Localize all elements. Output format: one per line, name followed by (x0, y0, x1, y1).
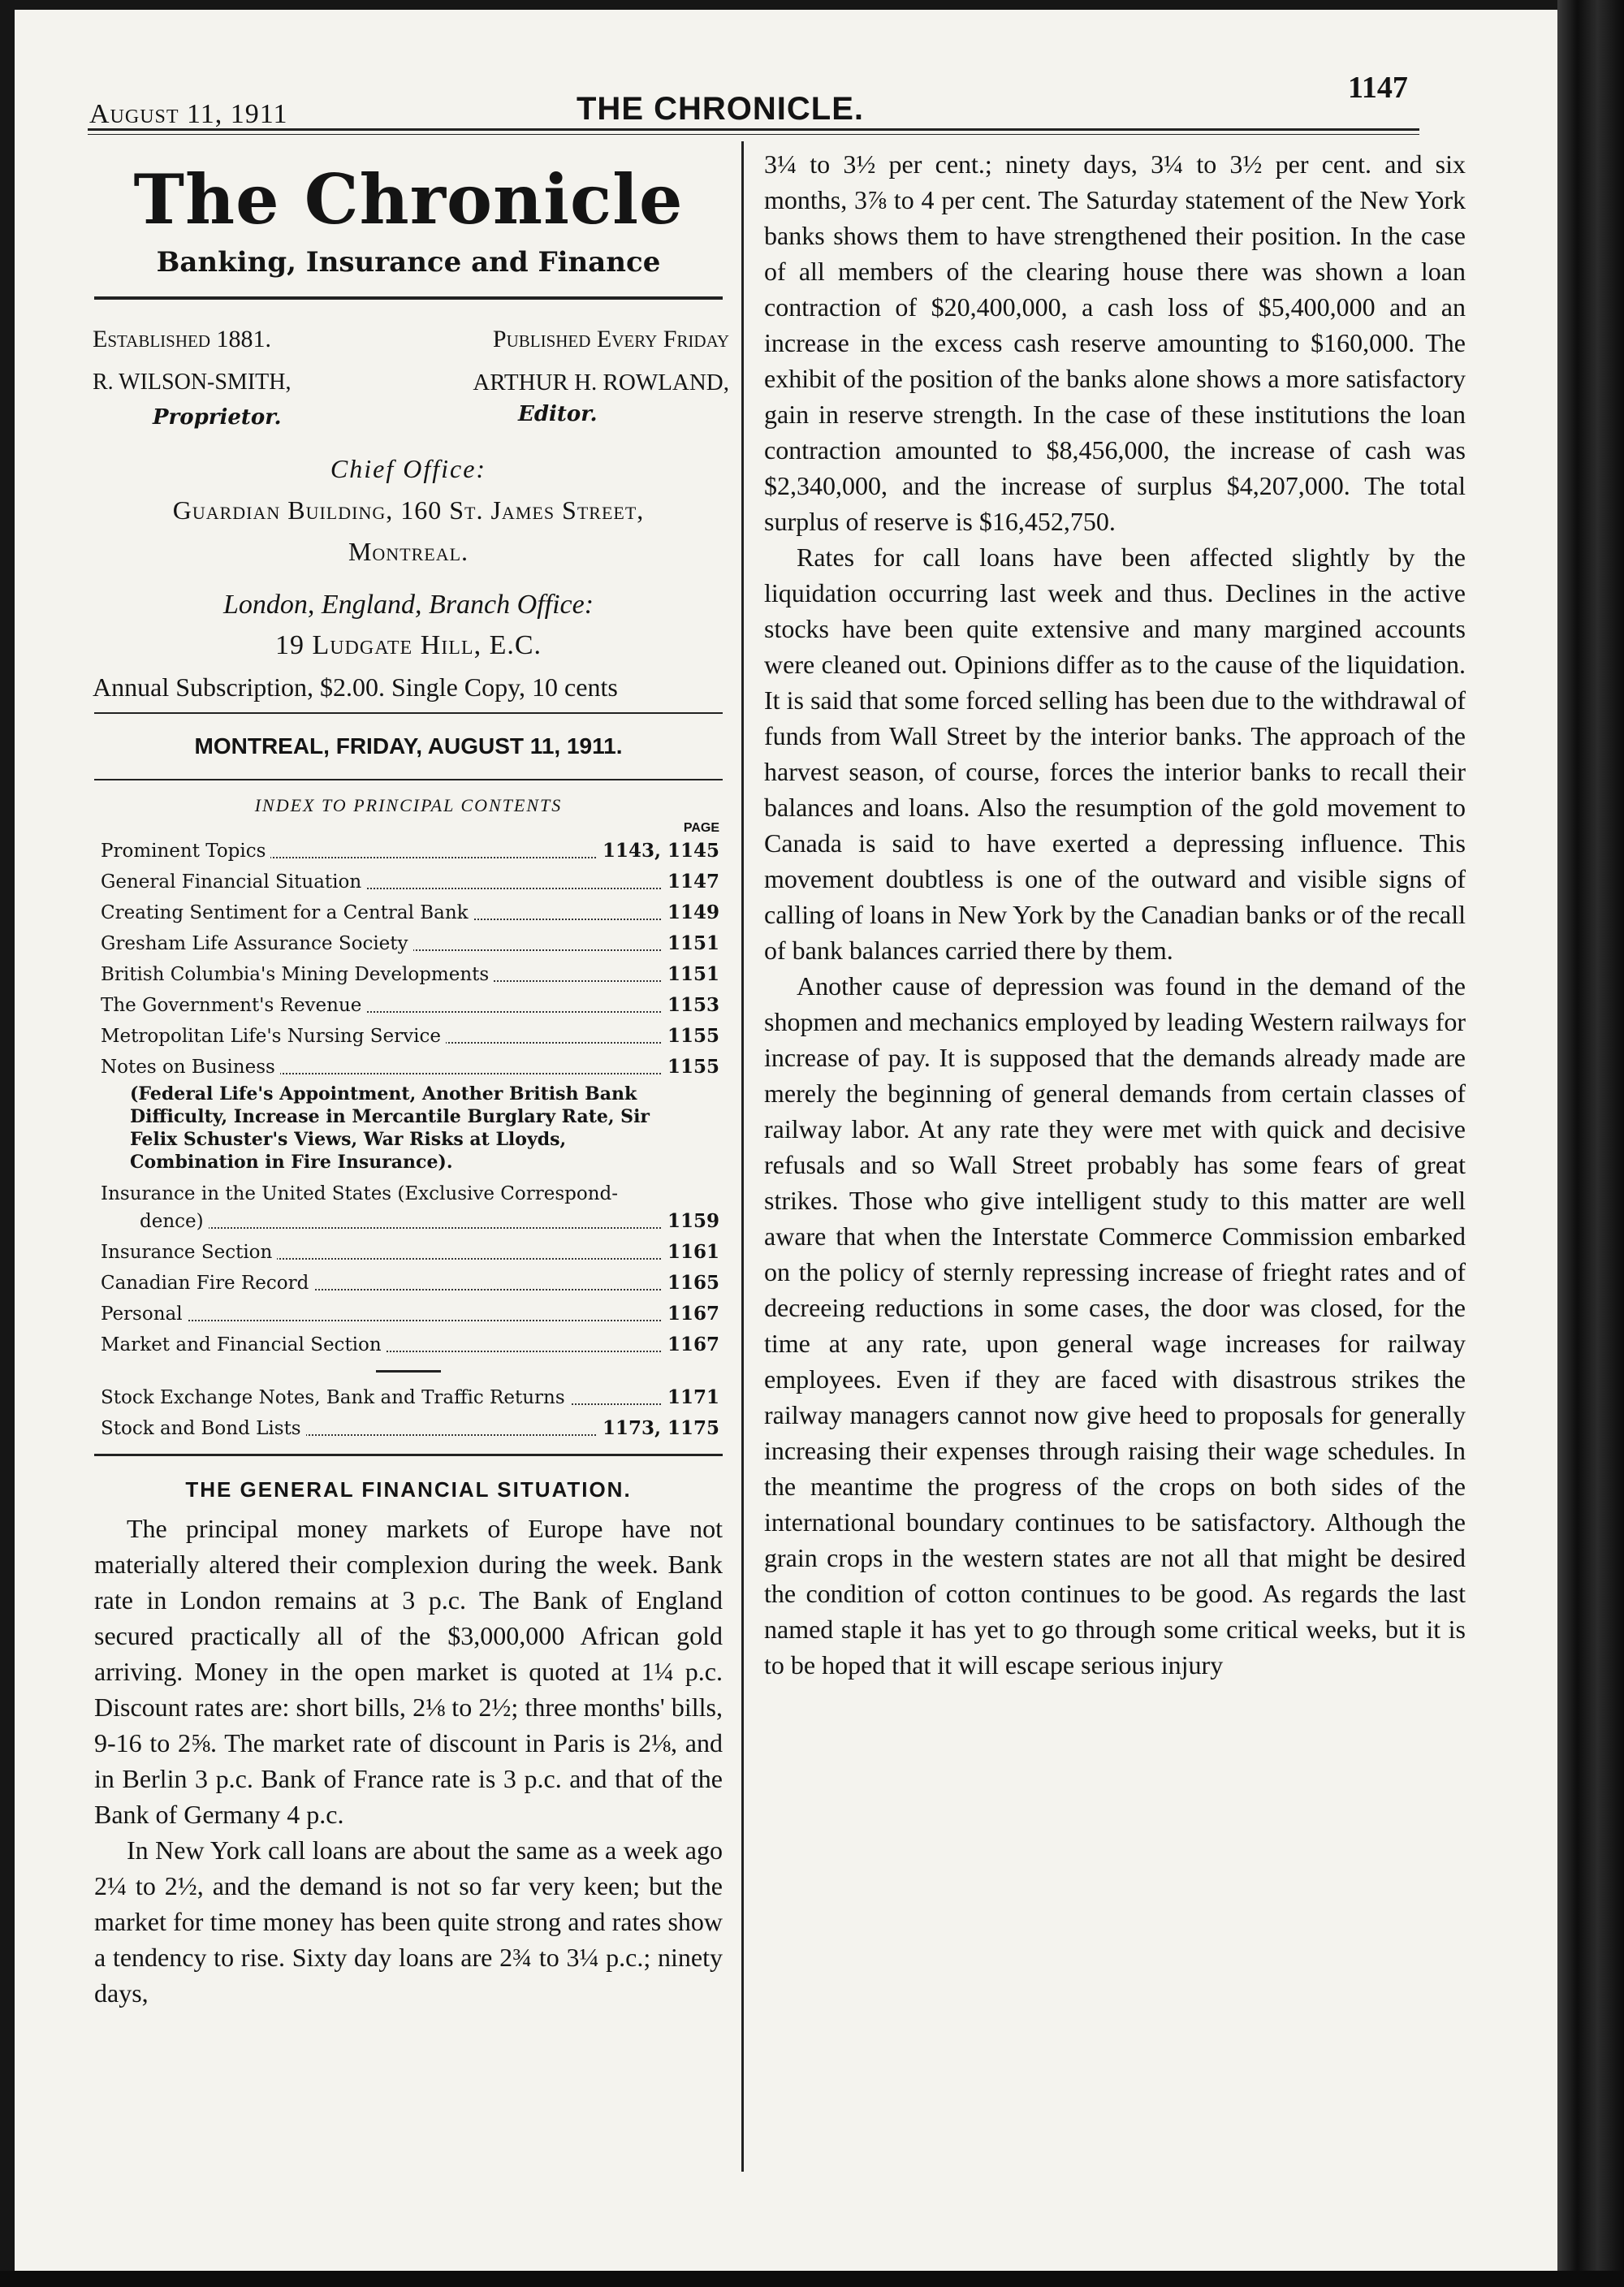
proprietor-role: Proprietor. (153, 405, 282, 430)
index-rule (94, 1454, 723, 1456)
index-item: The Government's Revenue 1153 (88, 990, 729, 1021)
editor-role: Editor. (518, 402, 598, 426)
article-paragraph: Rates for call loans have been affected slightly by the liquidation occurring last week and thus. Declines in the active stocks have been quite extensive and many margined accounts were cleaned out. Opinions differ as to the cause of the liquidation. It is said that some forced selling has been due to the withdrawal of funds from Wall Street by the interior banks. The approach of the harvest season, of course, forces the interior banks to recall their balances and loans. Also the resumption of the gold movement to Canada is said to have exerted a depressing influence. This movement doubtless is one of the outward and visible signs of calling of loans in New York by the Canadian banks or of the recall of bank balances carried there by them. (764, 543, 1466, 965)
article-paragraph: The principal money markets of Europe have not materially altered their complexion during the week. Bank rate in London remains at 3 p.c. The Bank of England secured practically all of the $3,000,000 African gold arriving. Money in the open market is quoted at 1¼ p.c. Discount rates are: short bills, 2⅛ to 2½; three months' bills, 9-16 to 2⅝. The market rate of discount in Paris is 2⅛, and in Berlin 3 p.c. Bank of France rate is 3 p.c. and that of the Bank of Germany 4 p.c. (94, 1514, 723, 1829)
index-item: Personal 1167 (88, 1299, 729, 1329)
index-item: Notes on Business 1155 (88, 1052, 729, 1083)
index-item: Prominent Topics 1143, 1145 (88, 836, 729, 867)
binding-edge (1557, 0, 1624, 2287)
header-date: August 11, 1911 (89, 99, 288, 129)
header-title: THE CHRONICLE. (577, 91, 864, 127)
article-paragraph: 3¼ to 3½ per cent.; ninety days, 3¼ to 3½ per cent. and six months, 3⅞ to 4 per cent. The Saturday statement of the New York banks shows them to have strengthened their position. In the case of all members of the clearing house there was shown a loan contraction of $20,400,000, a cash loss of $5,400,000 and an increase in the excess cash reserve amounting to $160,000. The exhibit of the position of the banks alone shows a more satisfactory gain in reserve strength. In the case of these institutions the loan contraction amounted to $8,456,000, the increase of cash was $2,340,000, and the increase of surplus $4,207,000. The total surplus of reserve is $16,452,750. (764, 149, 1466, 536)
header-page-number: 1147 (1348, 71, 1408, 105)
masthead-subtitle: Banking, Insurance and Finance (156, 246, 661, 279)
index-item: Canadian Fire Record 1165 (88, 1268, 729, 1299)
index-item: Insurance Section 1161 (88, 1237, 729, 1268)
index-list (88, 836, 729, 1444)
published-text: Published Every Friday (492, 326, 729, 352)
index-item: General Financial Situation 1147 (88, 867, 729, 897)
subscription-rule (94, 712, 723, 714)
index-item: Gresham Life Assurance Society 1151 (88, 928, 729, 959)
subscription-line: Annual Subscription, $2.00. Single Copy, 10 cents (93, 672, 618, 702)
header-rule (88, 128, 1419, 135)
left-column (88, 141, 729, 2220)
index-item: Metropolitan Life's Nursing Service 1155 (88, 1021, 729, 1052)
article-body-left (94, 1511, 723, 2011)
index-item: Stock Exchange Notes, Bank and Traffic Returns 1171 (88, 1382, 729, 1413)
scan-bottom-edge (0, 2271, 1624, 2287)
article-paragraph: In New York call loans are about the same as a week ago 2¼ to 2½, and the demand is not so far very keen; but the market for time money has been quite strong and rates show a tendency to rise. Sixty day loans are 2¾ to 3¼ p.c.; ninety days, (94, 1835, 723, 2008)
dateline-rule (94, 779, 723, 780)
branch-office-address: 19 Ludgate Hill, E.C. (274, 630, 542, 660)
index-item: Creating Sentiment for a Central Bank 1149 (88, 897, 729, 928)
editor-name: ARTHUR H. ROWLAND, (473, 370, 729, 396)
masthead-title: The Chronicle (133, 159, 684, 240)
staff-row (88, 358, 729, 402)
index-item: Insurance in the United States (Exclusive Correspond- (88, 1178, 729, 1206)
article-heading: THE GENERAL FINANCIAL SITUATION. (185, 1477, 632, 1502)
index-title: INDEX TO PRINCIPAL CONTENTS (254, 795, 563, 815)
right-column (758, 146, 1472, 2225)
index-item: Stock and Bond Lists 1173, 1175 (88, 1413, 729, 1444)
running-header (73, 68, 1408, 133)
established-row (88, 314, 729, 358)
index-notes-detail: (Federal Life's Appointment, Another British Bank Difficulty, Increase in Mercantile Burglary Rate, Sir Felix Schuster's Views, War Risks at Lloyds, Combination in Fire Insurance). (130, 1083, 650, 1173)
roles-row (88, 402, 729, 439)
masthead-rule (94, 296, 723, 300)
article-paragraph: Another cause of depression was found in the demand of the shopmen and mechanics employed by leading Western railways for increase of pay. It is supposed that the demands already made are merely the beginning of general demands from certain classes of railway labor. At any rate they were met with quick and decisive refusals and so Wall Street probably has some fears of great strikes. Those who give intelligent study to this matter are well aware that when the Interstate Commerce Commission embarked on the policy of sternly repressing increase of frieght rates and of decreeing reductions in some cases, the door was closed, for the time at any rate, upon general wage increases for railway employees. Even if they are faced with disastrous strikes the railway managers cannot now give heed to proposals for generally increasing their expenses through raising their wage schedules. In the meantime the progress of the crops on both sides of the international boundary continues to be satisfactory. Although the grain crops in the western states are not all that might be desired the condition of cotton continues to be good. As regards the last named staple it has yet to go through some critical weeks, but it is to be hoped that it will escape serious injury (764, 971, 1466, 1680)
chief-office-label: Chief Office: (330, 454, 487, 483)
chief-office-address: Guardian Building, 160 St. James Street, (172, 495, 645, 525)
index-item: British Columbia's Mining Developments 1151 (88, 959, 729, 990)
proprietor-name: R. WILSON-SMITH, (93, 370, 292, 395)
chief-office-city: Montreal. (348, 537, 469, 566)
article-body-right (764, 146, 1466, 1683)
branch-office-label: London, England, Branch Office: (222, 590, 594, 620)
column-divider (741, 141, 744, 2172)
issue-dateline: MONTREAL, FRIDAY, AUGUST 11, 1911. (194, 733, 623, 759)
index-separator (376, 1370, 441, 1373)
newspaper-page (15, 10, 1557, 2271)
index-page-header: PAGE (683, 821, 719, 835)
index-item: dence) 1159 (88, 1206, 729, 1237)
index-item: Market and Financial Section 1167 (88, 1329, 729, 1360)
established-text: Established 1881. (93, 326, 271, 352)
